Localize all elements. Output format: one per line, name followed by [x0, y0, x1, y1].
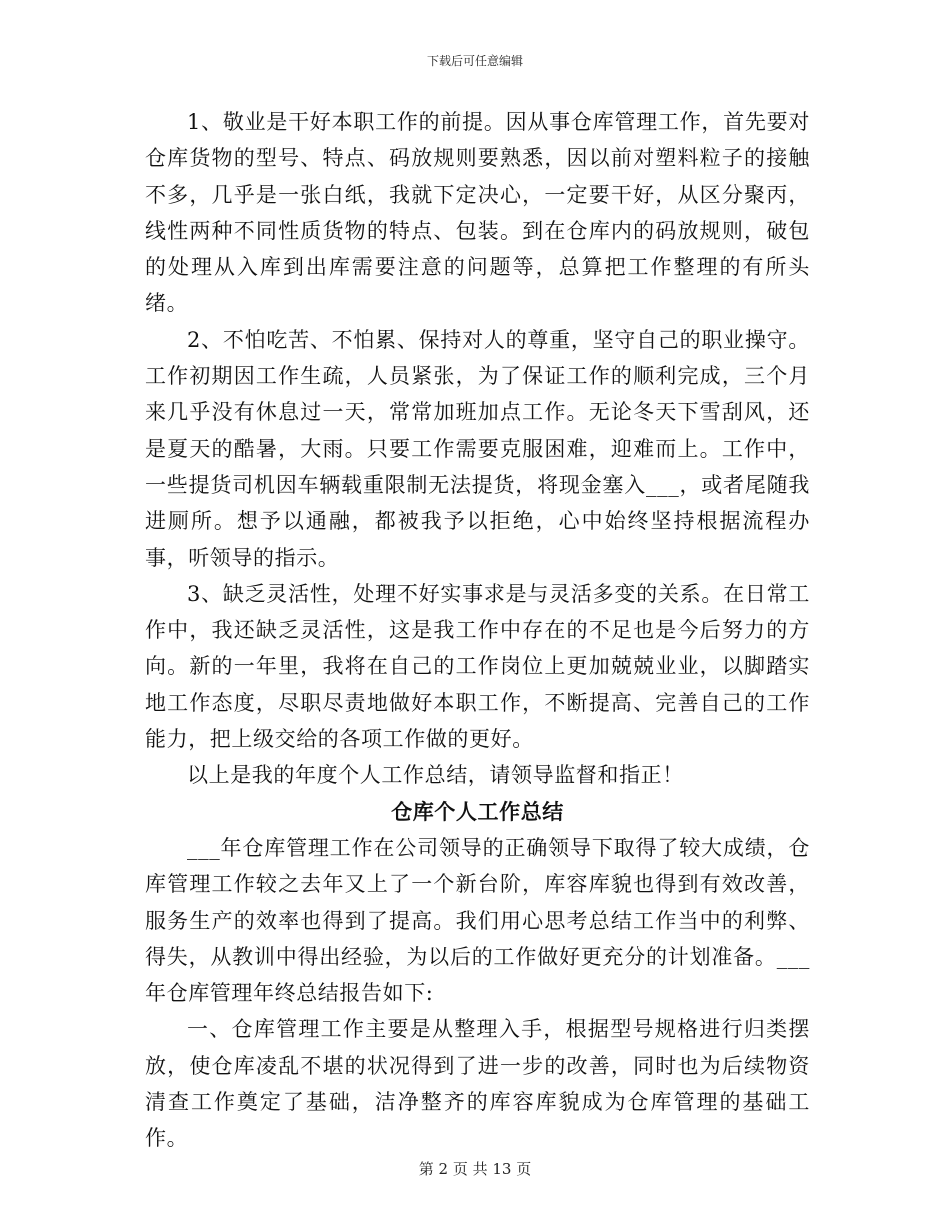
- paragraph-3: 3、缺乏灵活性，处理不好实事求是与灵活多变的关系。在日常工作中，我还缺乏灵活性，这是我工作中存在的不足也是今后努力的方向。新的一年里，我将在自己的工作岗位上更加兢兢业业，以脚踏实地工作态度，尽职尽责地做好本职工作，不断提高、完善自己的工作能力，把上级交给的各项工作做的更好。: [145, 581, 810, 752]
- document-body: [145, 104, 810, 1157]
- paragraph-1: 1、敬业是干好本职工作的前提。因从事仓库管理工作，首先要对仓库货物的型号、特点、码放规则要熟悉，因以前对塑料粒子的接触不多，几乎是一张白纸，我就下定决心，一定要干好，从区分聚丙，线性两种不同性质货物的特点、包装。到在仓库内的码放规则，破包的处理从入库到出库需要注意的问题等，总算把工作整理的有所头绪。: [145, 110, 810, 316]
- page-number: 第 2 页 共 13 页: [418, 1160, 532, 1178]
- paragraph-2: 2、不怕吃苦、不怕累、保持对人的尊重，坚守自己的职业操守。工作初期因工作生疏，人员紧张，为了保证工作的顺利完成，三个月来几乎没有休息过一天，常常加班加点工作。无论冬天下雪刮风，还是夏天的酷暑，大雨。只要工作需要克服困难，迎难而上。工作中，一些提货司机因车辆载重限制无法提货，将现金塞入___，或者尾随我进厕所。想予以通融，都被我予以拒绝，心中始终坚持根据流程办事，听领导的指示。: [145, 327, 810, 570]
- section-title: 仓库个人工作总结: [391, 798, 564, 824]
- paragraph-closing: 以上是我的年度个人工作总结，请领导监督和指正！: [187, 763, 684, 788]
- paragraph-intro: ___年仓库管理工作在公司领导的正确领导下取得了较大成绩，仓库管理工作较之去年又上了一个新台阶，库容库貌也得到有效改善，服务生产的效率也得到了提高。我们用心思考总结工作当中的利弊、得失，从教训中得出经验，为以后的工作做好更充分的计划准备。___年仓库管理年终总结报告如下:: [145, 835, 810, 1006]
- paragraph-point-1: 一、仓库管理工作主要是从整理入手，根据型号规格进行归类摆放，使仓库凌乱不堪的状况得到了进一步的改善，同时也为后续物资清查工作奠定了基础，洁净整齐的库容库貌成为仓库管理的基础工作。: [145, 1017, 810, 1151]
- page-header: 下载后可任意编辑: [426, 54, 523, 68]
